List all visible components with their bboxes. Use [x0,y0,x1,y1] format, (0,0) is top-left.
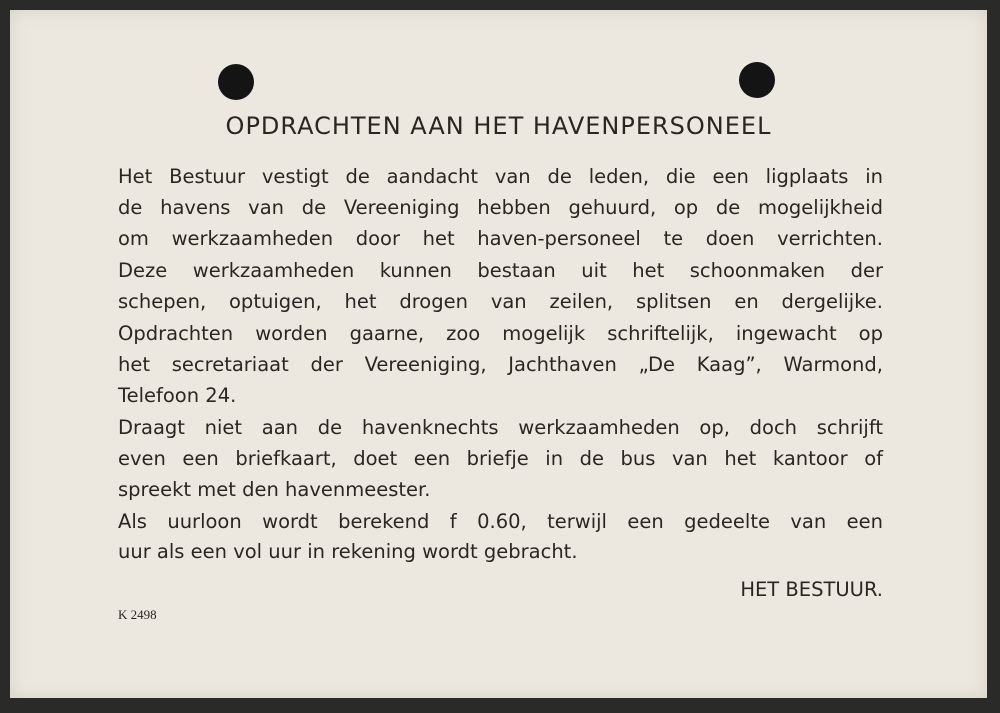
paragraph-4-line-3: spreekt met den havenmeester. [118,478,431,501]
print-code: K 2498 [118,607,157,622]
paragraph-3-line-2: het secretariaat der Vereeniging, Jachthaven „De Kaag”, Warmond, [118,353,883,376]
notice-card [10,10,987,698]
paragraph-5-line-2: uur als een vol uur in rekening wordt gebracht. [118,540,578,563]
punch-hole-left [218,64,254,100]
paragraph-5-line-1: Als uurloon wordt berekend f 0.60, terwijl een gedeelte van een [118,510,883,533]
paragraph-1-line-2: de havens van de Vereeniging hebben gehuurd, op de mogelijkheid [118,196,883,219]
paragraph-4-line-2: even een briefkaart, doet een briefje in de bus van het kantoor of [118,447,883,470]
punch-hole-right [739,62,775,98]
paragraph-4-line-1: Draagt niet aan de havenknechts werkzaamheden op, doch schrijft [118,416,883,439]
paragraph-3-line-3: Telefoon 24. [118,384,237,407]
paragraph-1-line-3: om werkzaamheden door het haven-personeel te doen verrichten. [118,227,883,250]
notice-title: OPDRACHTEN AAN HET HAVENPERSONEEL [225,112,772,140]
signature: HET BESTUUR. [740,578,883,601]
paragraph-1-line-1: Het Bestuur vestigt de aandacht van de leden, die een ligplaats in [118,165,883,188]
paragraph-2-line-2: schepen, optuigen, het drogen van zeilen, splitsen en dergelijke. [118,290,883,313]
paragraph-3-line-1: Opdrachten worden gaarne, zoo mogelijk schriftelijk, ingewacht op [118,322,883,345]
paragraph-2-line-1: Deze werkzaamheden kunnen bestaan uit het schoonmaken der [118,259,883,282]
